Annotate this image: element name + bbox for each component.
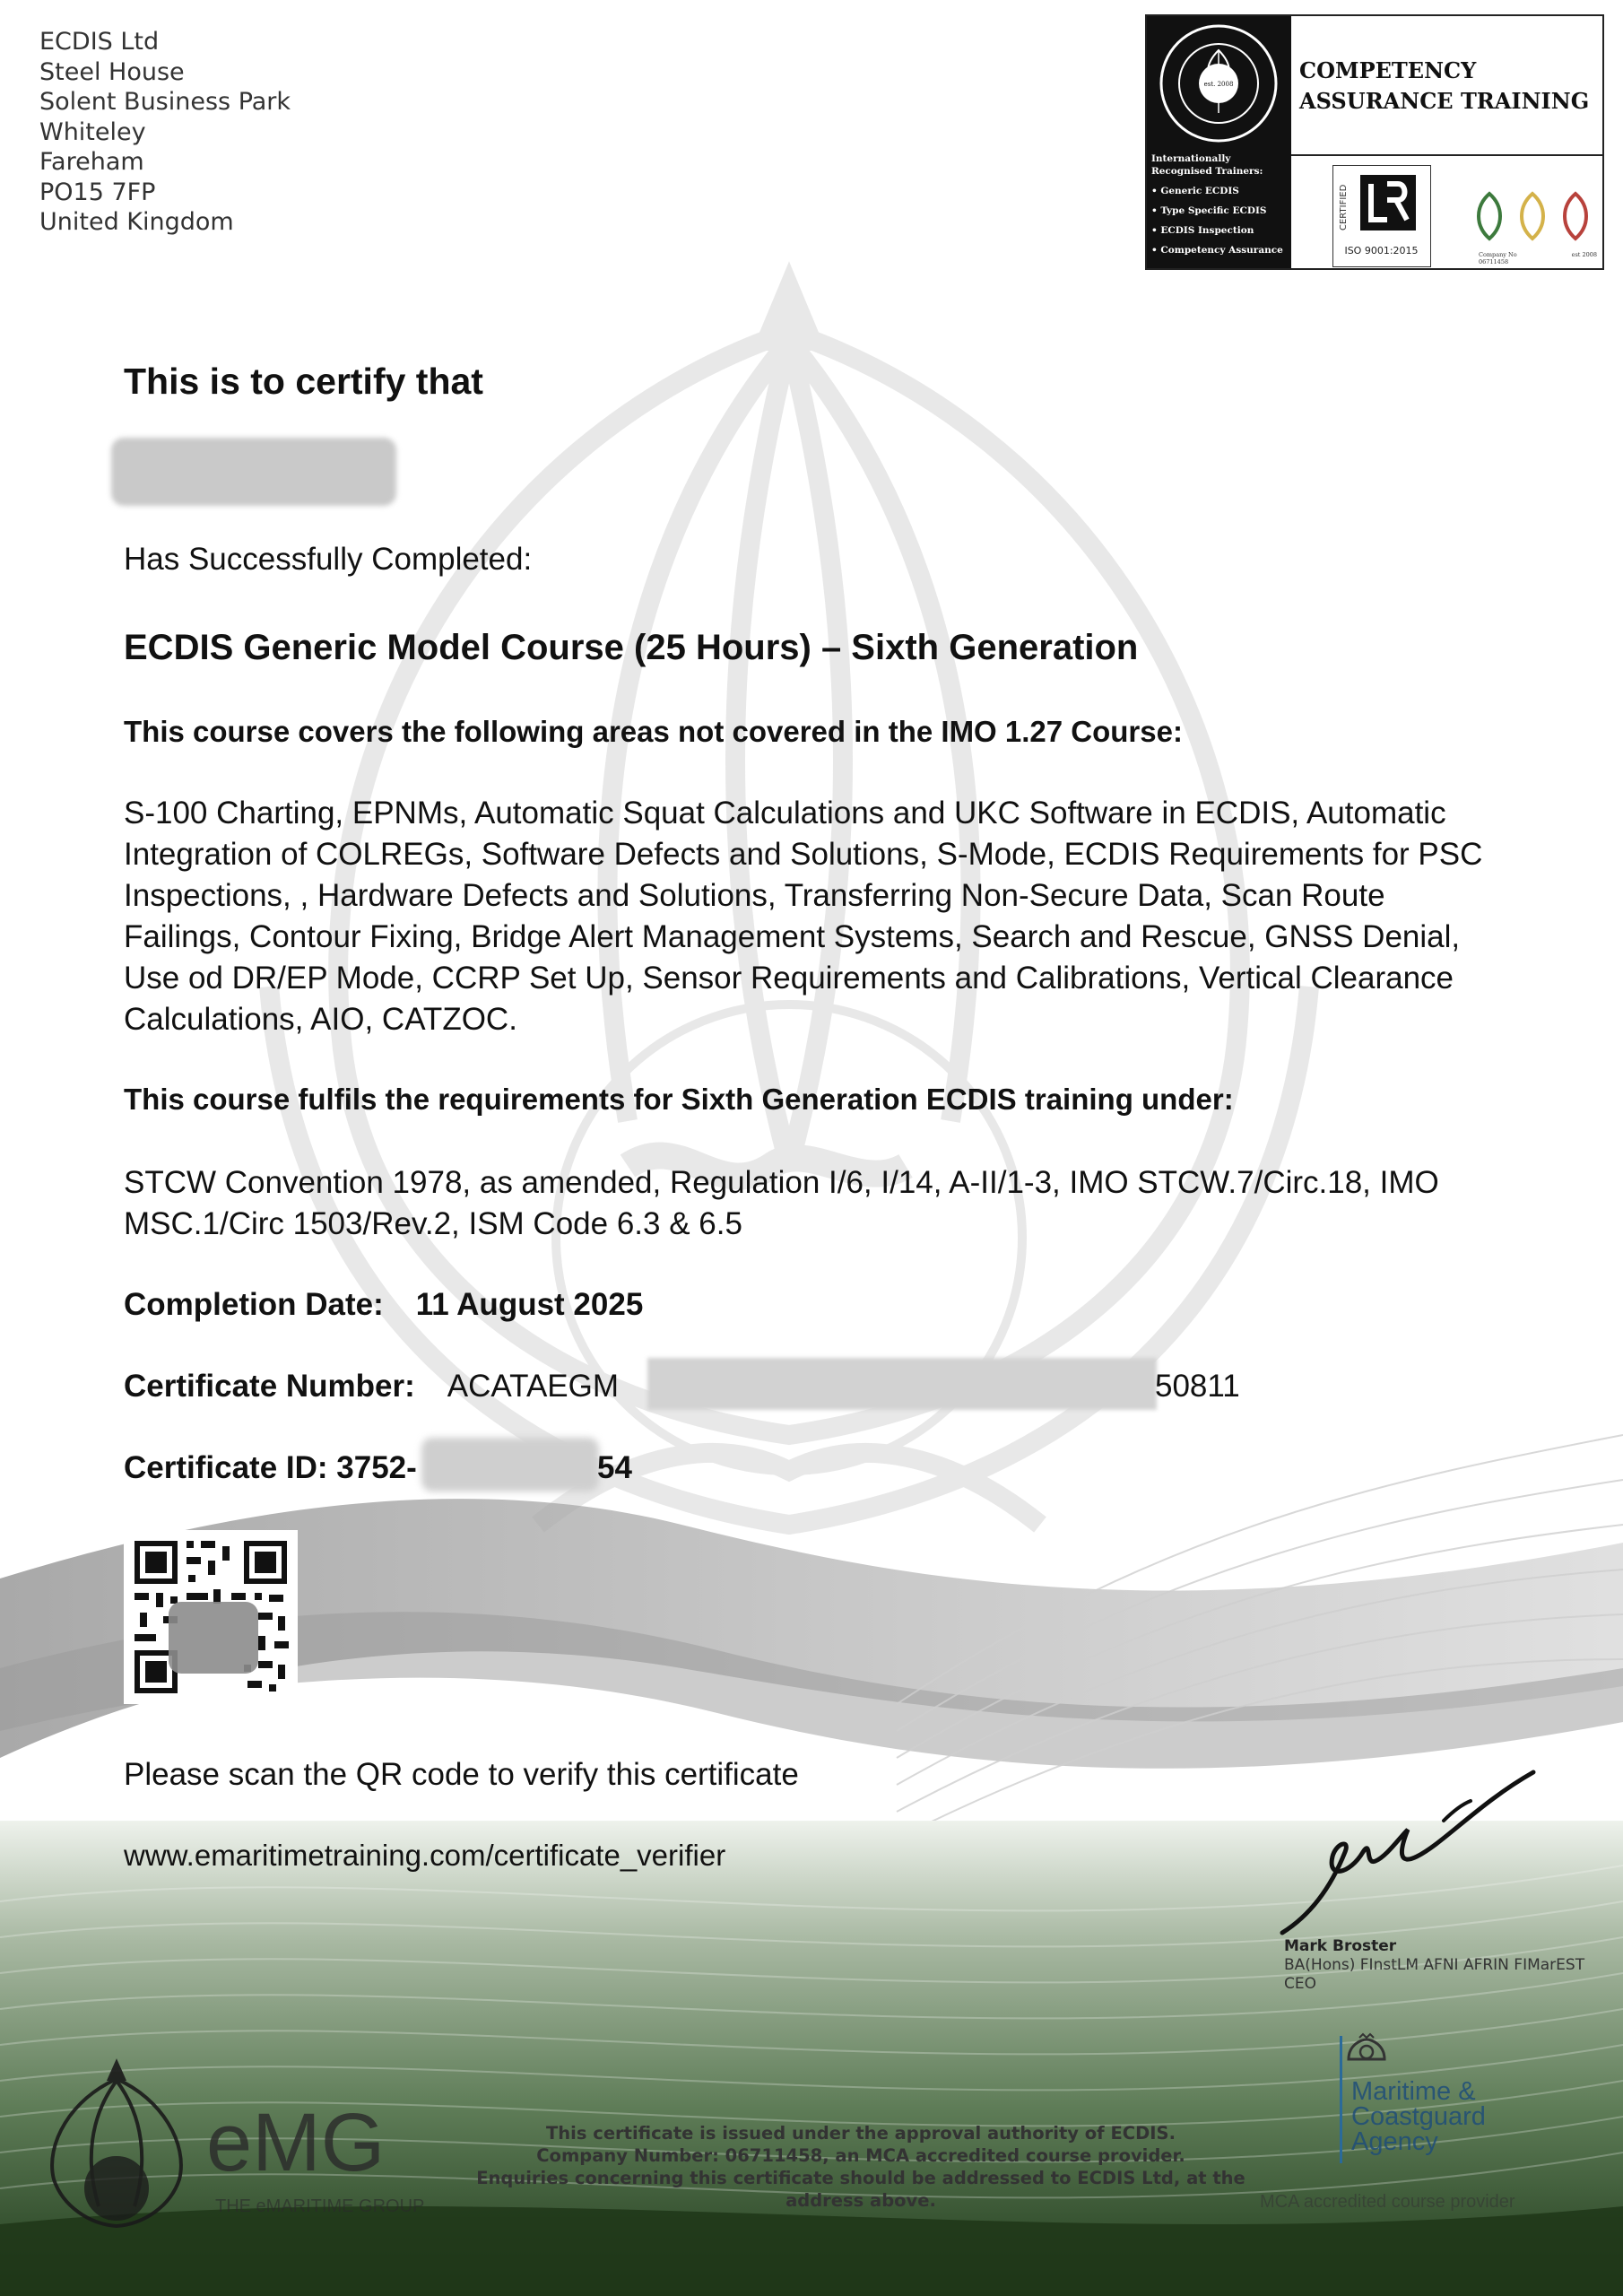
mca-line2: Coastguard xyxy=(1351,2102,1486,2131)
signatory-credentials: BA(Hons) FInstLM AFNI AFRIN FIMarEST xyxy=(1284,1956,1585,1974)
issuer-address xyxy=(39,27,291,238)
address-line: United Kingdom xyxy=(39,208,234,236)
recipient-name-redacted xyxy=(111,438,396,506)
completion-label: Completion Date: xyxy=(124,1287,384,1322)
fulfils-heading: This course fulfils the requirements for Sixth Generation ECDIS training under: xyxy=(124,1083,1234,1116)
lr-certified-label: CERTIFIED xyxy=(1339,184,1349,230)
course-title: ECDIS Generic Model Course (25 Hours) – Sixth Generation xyxy=(124,628,1139,667)
signatory-name: Mark Broster xyxy=(1284,1937,1397,1955)
address-line: Solent Business Park xyxy=(39,88,291,116)
address-line: Whiteley xyxy=(39,117,146,146)
ecdis-seal-icon xyxy=(1159,23,1279,144)
address-line: Fareham xyxy=(39,148,144,176)
fulfils-text: STCW Convention 1978, as amended, Regulation I/6, I/14, A-II/1-3, IMO STCW.7/Circ.18, IMO MSC.1/Circ 1503/Rev.2, ISM Code 6.3 & 6.5 xyxy=(124,1165,1439,1241)
certificate-number-suffix: 50811 xyxy=(1155,1369,1240,1404)
issuance-line: Enquiries concerning this certificate should be addressed to ECDIS Ltd, at the xyxy=(476,2168,1245,2188)
certificate-id-suffix: 54 xyxy=(597,1450,632,1485)
accreditation-title-line1: COMPETENCY xyxy=(1299,57,1477,83)
company-no-label: Company No xyxy=(1479,251,1517,258)
mca-line1: Maritime & xyxy=(1351,2077,1476,2106)
mca-divider xyxy=(1340,2036,1342,2163)
completion-value: 11 August 2025 xyxy=(415,1287,644,1322)
signatory-role: CEO xyxy=(1284,1975,1316,1993)
address-line: Steel House xyxy=(39,57,185,86)
emg-logo xyxy=(36,2054,484,2233)
ceo-signature xyxy=(1264,1767,1551,1946)
issuance-statement xyxy=(475,2122,1246,2212)
certificate-id-label: Certificate ID: 3752- xyxy=(124,1450,417,1485)
certify-heading: This is to certify that xyxy=(124,361,483,402)
accreditation-title xyxy=(1299,56,1604,117)
emg-tagline: THE eMARITIME GROUP xyxy=(215,2196,425,2216)
certificate-number xyxy=(124,1369,619,1405)
accreditation-bullets xyxy=(1151,152,1289,257)
emg-name: eMG xyxy=(206,2097,386,2188)
accreditation-bullet: • Competency Assurance xyxy=(1151,244,1289,257)
signatory-block xyxy=(1284,1937,1584,1994)
leaf-emblems-icon xyxy=(1470,187,1595,249)
covers-heading: This course covers the following areas not covered in the IMO 1.27 Course: xyxy=(124,715,1183,748)
accreditation-logo xyxy=(1145,14,1604,270)
svg-text:est. 2008: est. 2008 xyxy=(1203,81,1234,88)
certificate-number-redacted xyxy=(647,1358,1157,1410)
issuance-line: Company Number: 06711458, an MCA accredited course provider. xyxy=(536,2145,1185,2166)
certificate-id-redacted xyxy=(421,1438,599,1492)
verify-url-link[interactable]: www.emaritimetraining.com/certificate_verifier xyxy=(124,1839,726,1872)
accreditation-panel xyxy=(1147,16,1291,268)
accreditation-bullet: • Type Specific ECDIS xyxy=(1151,204,1289,217)
recognised-heading: Internationally Recognised Trainers: xyxy=(1151,153,1263,177)
certificate-number-label: Certificate Number: xyxy=(124,1369,415,1404)
completion-date xyxy=(124,1287,643,1323)
issuance-line: address above. xyxy=(785,2190,936,2211)
company-est: est 2008 xyxy=(1571,251,1597,258)
address-line: ECDIS Ltd xyxy=(39,28,160,56)
completed-label: Has Successfully Completed: xyxy=(124,542,533,577)
mca-accredited-label: MCA accredited course provider xyxy=(1260,2192,1515,2212)
address-line: PO15 7FP xyxy=(39,178,156,206)
mca-line3: Agency xyxy=(1351,2127,1438,2156)
accreditation-bullet: • Generic ECDIS xyxy=(1151,185,1289,197)
verification-qr-code[interactable] xyxy=(124,1530,298,1704)
scan-instruction: Please scan the QR code to verify this certificate xyxy=(124,1757,799,1792)
qr-redacted-blur xyxy=(169,1602,258,1674)
accreditation-title-line2: ASSURANCE TRAINING xyxy=(1299,88,1590,114)
accreditation-divider xyxy=(1291,154,1604,156)
royal-crest-icon xyxy=(1343,2032,1390,2068)
certificate-number-prefix: ACATAEGM xyxy=(447,1369,620,1404)
issuance-line: This certificate is issued under the approval authority of ECDIS. xyxy=(546,2123,1176,2144)
iso-label: ISO 9001:2015 xyxy=(1344,245,1419,257)
company-no-value: 06711458 xyxy=(1479,258,1509,265)
accreditation-bullet: • ECDIS Inspection xyxy=(1151,224,1289,237)
mca-logo-text xyxy=(1351,2079,1486,2154)
lloyds-register-mark xyxy=(1332,165,1431,267)
lr-logo-icon xyxy=(1360,175,1416,230)
company-number-small xyxy=(1479,251,1597,265)
covers-text: S-100 Charting, EPNMs, Automatic Squat Calculations and UKC Software in ECDIS, Automatic Integration of COLREGs, Software Defects and Solutions, S-Mode, ECDIS Requirements for PSC Inspections, , Hardware Defects and Solutions, Transferring Non-Secure Data, Scan Route Failings, Contour Fixing, Bridge Alert Management Systems, Search and Rescue, GNSS Denial, Use od DR/EP Mode, CCRP Set Up, Sensor Requirements and Calibrations, Vertical Clearance Calculations, AIO, CATZOC. xyxy=(124,796,1483,1037)
